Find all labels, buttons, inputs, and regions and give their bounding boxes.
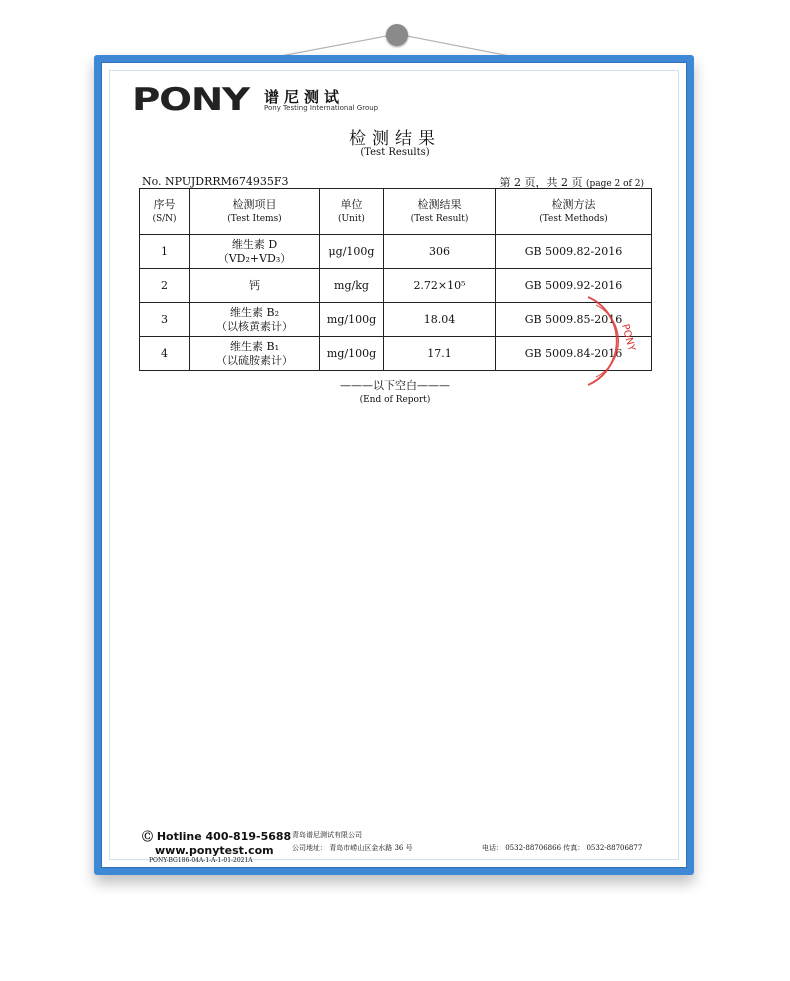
cell-unit: mg/100g	[320, 337, 384, 371]
cell-sn: 4	[140, 337, 190, 371]
report-number: No. NPUJDRRM674935F3	[142, 175, 289, 188]
test-results-table	[139, 188, 652, 371]
cell-unit: mg/100g	[320, 303, 384, 337]
page-title: 检测结果	[349, 129, 441, 149]
page-indicator-en: (page 2 of 2)	[585, 179, 644, 189]
header-unit: 单位 (Unit)	[320, 189, 384, 235]
footer-document-code: PONY-BG186-04A-1-A-1-01-2021A	[149, 857, 253, 864]
table-row	[140, 235, 652, 269]
footer-company: 青岛谱尼测试有限公司	[292, 831, 362, 839]
cell-unit: μg/100g	[320, 235, 384, 269]
cell-item: 维生素 D （VD₂+VD₃）	[190, 235, 320, 269]
cell-method: GB 5009.84-2016	[496, 337, 652, 371]
official-seal-stamp	[580, 285, 654, 395]
cell-result: 17.1	[384, 337, 496, 371]
table-row	[140, 337, 652, 371]
cell-item: 维生素 B₂ （以核黄素计）	[190, 303, 320, 337]
cell-item: 钙	[190, 269, 320, 303]
header-sn: 序号 (S/N)	[140, 189, 190, 235]
logo-en-name: Pony Testing International Group	[264, 104, 379, 112]
cell-result: 18.04	[384, 303, 496, 337]
cell-sn: 2	[140, 269, 190, 303]
table-header-row	[140, 189, 652, 235]
logo-brand: PONY	[132, 82, 249, 118]
footer-hotline: Ⓒ Hotline 400-819-5688	[142, 830, 292, 843]
cell-item: 维生素 B₁ （以硫胺素计）	[190, 337, 320, 371]
cell-sn: 1	[140, 235, 190, 269]
header-test-items: 检测项目 (Test Items)	[190, 189, 320, 235]
table-row	[140, 269, 652, 303]
footer-address: 公司地址： 青岛市崂山区金水路 36 号	[292, 844, 413, 852]
header-test-methods: 检测方法 (Test Methods)	[496, 189, 652, 235]
header-test-result: 检测结果 (Test Result)	[384, 189, 496, 235]
seal-text: PONY	[619, 322, 637, 353]
end-of-report-en: (End of Report)	[359, 395, 431, 405]
cell-unit: mg/kg	[320, 269, 384, 303]
cell-method: GB 5009.85-2016	[496, 303, 652, 337]
cell-result: 2.72×10⁵	[384, 269, 496, 303]
footer-website: www.ponytest.com	[155, 844, 274, 857]
footer-phone: 电话： 0532-88706866 传真： 0532-88706877	[482, 844, 643, 852]
cell-sn: 3	[140, 303, 190, 337]
end-of-report-cn: ———以下空白———	[340, 379, 450, 392]
cell-method: GB 5009.92-2016	[496, 269, 652, 303]
logo-cn-name: 谱尼测试	[264, 88, 345, 106]
cell-result: 306	[384, 235, 496, 269]
page-indicator-cn: 第 2 页，共 2 页	[499, 176, 583, 189]
cell-method: GB 5009.82-2016	[496, 235, 652, 269]
table-row	[140, 303, 652, 337]
page-subtitle: (Test Results)	[360, 147, 430, 158]
